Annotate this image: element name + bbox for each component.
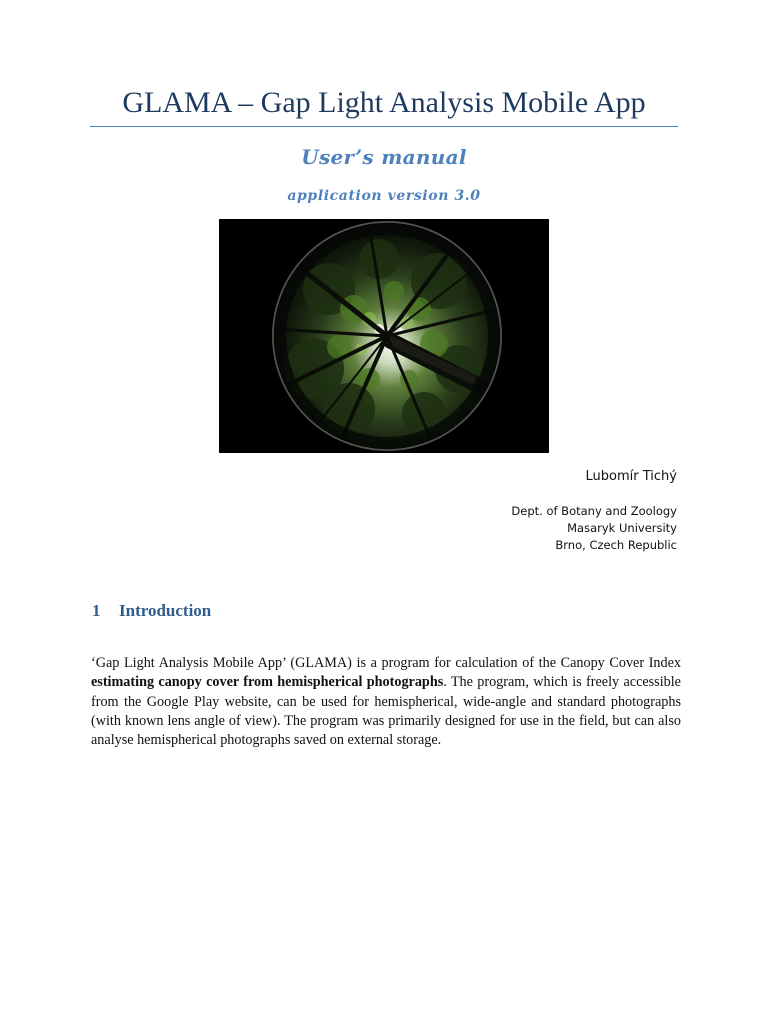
author-name: Lubomír Tichý [585, 469, 677, 484]
paragraph-text-end: . The program, which is freely accessible from the Google Play website, can be used for hemispherical, wide-angle and standard photographs (with known lens angle of view). The program was primarily designed for use in the field, but can also analyse hemispherical photographs saved on external storage. [91, 674, 681, 749]
affiliation-university: Masaryk University [567, 521, 677, 535]
author-affiliation [511, 503, 677, 554]
introduction-paragraph [91, 654, 681, 750]
paragraph-bold-phrase: estimating canopy cover from hemispherical photographs [91, 674, 444, 691]
document-title: GLAMA – Gap Light Analysis Mobile App [122, 86, 646, 119]
hemispherical-canopy-photo [219, 219, 549, 453]
title-underline [90, 126, 678, 127]
document-subtitle: User’s manual [301, 145, 467, 169]
affiliation-location: Brno, Czech Republic [555, 538, 677, 552]
affiliation-department: Dept. of Botany and Zoology [511, 504, 677, 518]
section-heading-introduction [92, 600, 211, 622]
paragraph-text-start: ‘Gap Light Analysis Mobile App’ (GLAMA) is a program for calculation of the Canopy Cover Index [91, 655, 681, 671]
section-number: 1 [92, 601, 101, 620]
section-title: Introduction [119, 601, 212, 620]
application-version: application version 3.0 [287, 188, 481, 204]
